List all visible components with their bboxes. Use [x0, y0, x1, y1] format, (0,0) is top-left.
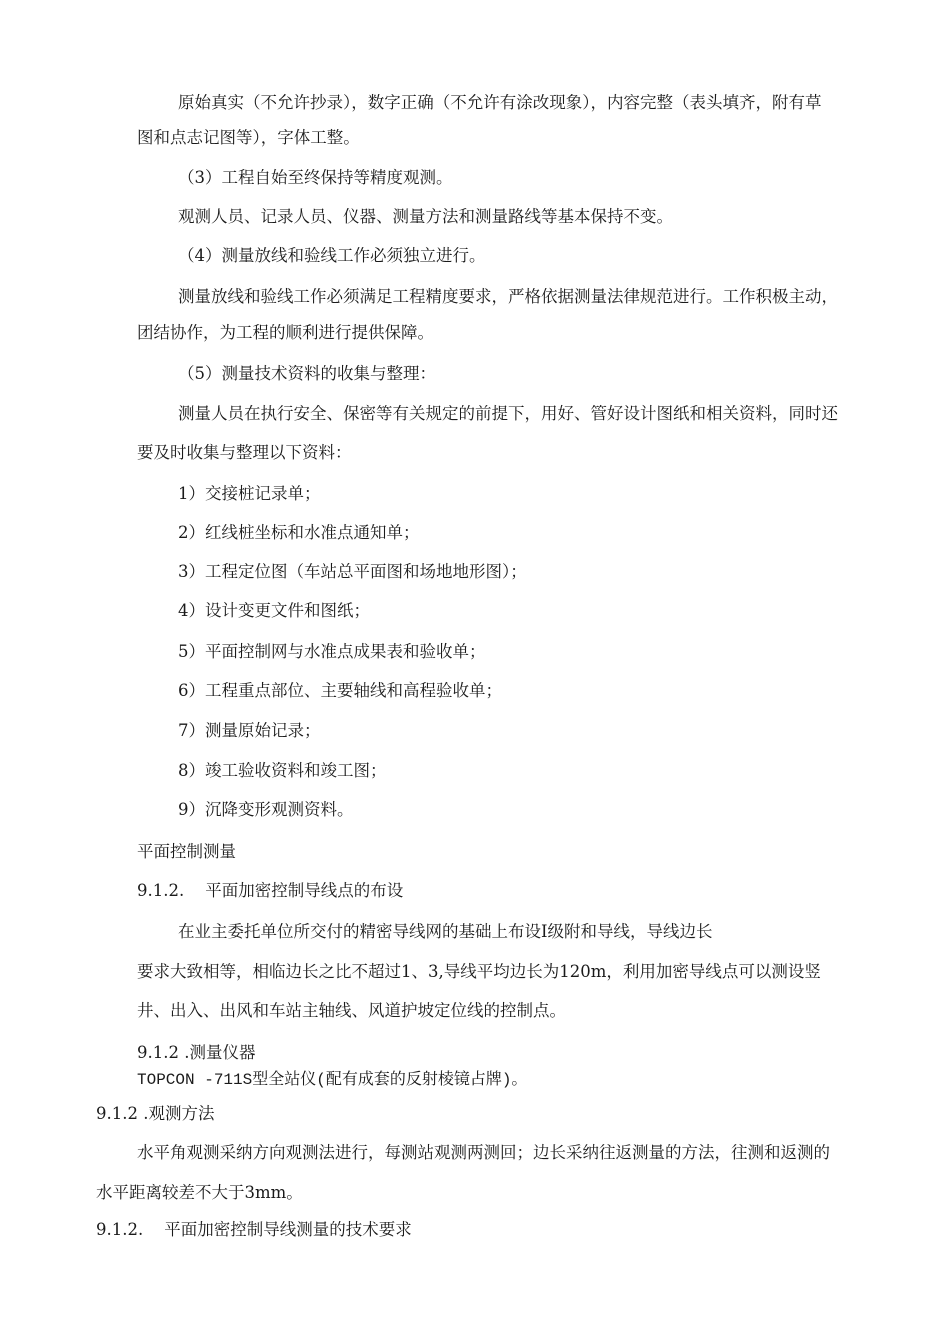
paragraph-line: 井、出入、出风和车站主轴线、风道护坡定位线的控制点。 [137, 1001, 566, 1020]
list-item: 2）红线桩坐标和水准点通知单； [178, 523, 420, 542]
paragraph-line: TOPCON -711S型全站仪(配有成套的反射棱镜占牌)。 [137, 1071, 528, 1089]
paragraph-line: 水平角观测采纳方向观测法进行，每测站观测两测回；边长采纳往返测量的方法，往测和返测的 [137, 1143, 830, 1162]
list-item: 1）交接桩记录单； [178, 484, 321, 503]
paragraph-line: 要及时收集与整理以下资料： [137, 443, 352, 462]
paragraph-line: 团结协作，为工程的顺利进行提供保障。 [137, 323, 434, 342]
list-item: 9）沉降变形观测资料。 [178, 800, 354, 819]
section-heading: 9.1.2. 平面加密控制导线测量的技术要求 [96, 1220, 412, 1239]
paragraph-line: 原始真实（不允许抄录），数字正确（不允许有涂改现象），内容完整（表头填齐，附有草 [178, 93, 822, 112]
section-heading: （4）测量放线和验线工作必须独立进行。 [178, 246, 486, 265]
paragraph-line: 图和点志记图等），字体工整。 [137, 128, 360, 147]
paragraph-line: 水平距离较差不大于3mm。 [96, 1183, 303, 1202]
list-item: 6）工程重点部位、主要轴线和高程验收单； [178, 681, 502, 700]
paragraph-line: 观测人员、记录人员、仪器、测量方法和测量路线等基本保持不变。 [178, 207, 673, 226]
list-item: 8）竣工验收资料和竣工图； [178, 761, 387, 780]
list-item: 3）工程定位图（车站总平面图和场地地形图）； [178, 562, 527, 581]
paragraph-line: 在业主委托单位所交付的精密导线网的基础上布设Ⅰ级附和导线，导线边长 [178, 922, 713, 941]
section-heading: 9.1.2 .观测方法 [96, 1104, 215, 1123]
list-item: 7）测量原始记录； [178, 721, 321, 740]
section-heading: （5）测量技术资料的收集与整理： [178, 364, 436, 383]
section-heading: （3）工程自始至终保持等精度观测。 [178, 168, 453, 187]
paragraph-line: 测量人员在执行安全、保密等有关规定的前提下，用好、管好设计图纸和相关资料，同时还 [178, 404, 838, 423]
paragraph-line: 要求大致相等，相临边长之比不超过1、3,导线平均边长为120m，利用加密导线点可以测设竖 [137, 962, 821, 981]
section-heading: 9.1.2 .测量仪器 [137, 1043, 256, 1062]
section-heading: 9.1.2. 平面加密控制导线点的布设 [137, 881, 404, 900]
list-item: 5）平面控制网与水准点成果表和验收单； [178, 642, 486, 661]
list-item: 4）设计变更文件和图纸； [178, 601, 370, 620]
section-heading: 平面控制测量 [137, 842, 236, 861]
paragraph-line: 测量放线和验线工作必须满足工程精度要求，严格依据测量法律规范进行。工作积极主动， [178, 287, 838, 306]
